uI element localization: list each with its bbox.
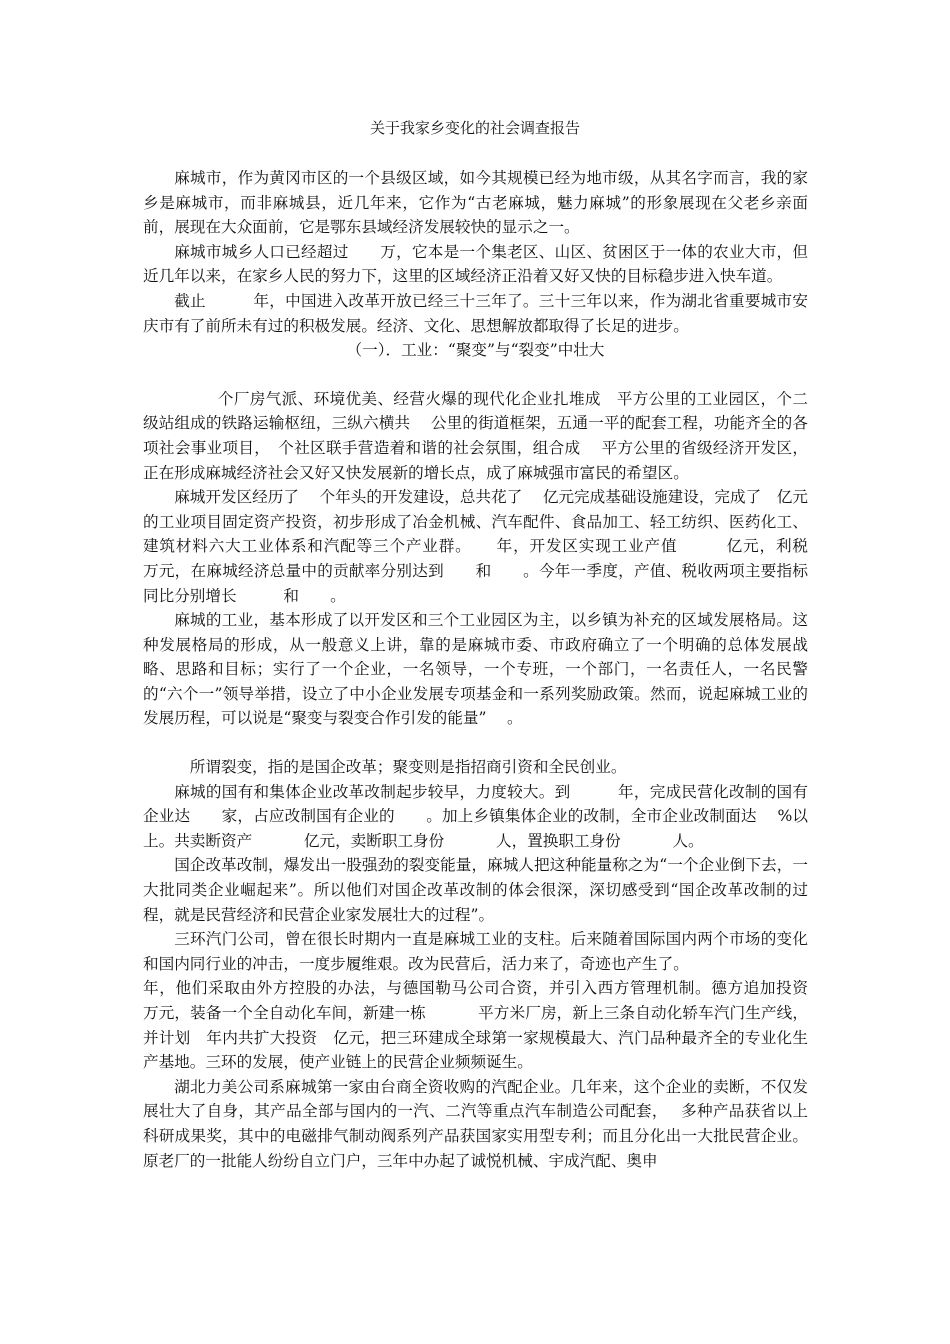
paragraph: 麻城的国有和集体企业改革改制起步较早，力度较大。到 年，完成民营化改制的国有企业达 家，占应改制国有企业的 。加上乡镇集体企业的改制，全市企业改制面达 %以上。共卖断资产 亿元，卖断职工身份 人，置换职工身份 人。 <box>143 782 808 850</box>
paragraph: 所谓裂变，指的是国企改革；聚变则是指招商引资和全民创业。 <box>189 758 627 777</box>
paragraph: 国企改革改制，爆发出一股强劲的裂变能量，麻城人把这种能量称之为“一个企业倒下去，一大批同类企业崛起来”。所以他们对国企改革改制的体会很深，深切感受到“国企改革改制的过程，就是民营经济和民营企业家发展壮大的过程”。 <box>143 856 808 924</box>
paragraph: 湖北力美公司系麻城第一家由台商全资收购的汽配企业。几年来，这个企业的卖断，不仅发展壮大了自身，其产品全部与国内的一汽、二汽等重点汽车制造公司配套， 多种产品获省以上科研成果奖，其中的电磁排气制动阀系列产品获国家实用型专利；而且分化出一大批民营企业。原老厂的一批能人纷纷自立门户，三年中办起了诚悦机械、宇成汽配、奥申 <box>143 1077 808 1170</box>
paragraph: 截止 年，中国进入改革开放已经三十三年了。三十三年以来，作为湖北省重要城市安庆市有了前所未有过的积极发展。经济、文化、思想解放都取得了长足的进步。 <box>143 291 808 335</box>
document-body <box>143 166 855 1173</box>
paragraph: 麻城开发区经历了 个年头的开发建设，总共花了 亿元完成基础设施建设，完成了 亿元的工业项目固定资产投资，初步形成了冶金机械、汽车配件、食品加工、轻工纺织、医药化工、建筑材料六大工业体系和汽配等三个产业群。 年，开发区实现工业产值 亿元，利税 万元，在麻城经济总量中的贡献率分别达到 和 。今年一季度，产值、税收两项主要指标同比分别增长 和 。 <box>143 488 855 605</box>
document-title: 关于我家乡变化的社会调查报告 <box>369 119 580 137</box>
section-heading: （一）．工业：“聚变”与“裂变”中壮大 <box>346 341 605 360</box>
paragraph: 三环汽门公司，曾在很长时期内一直是麻城工业的支柱。后来随着国际国内两个市场的变化和国内同行业的冲击，一度步履维艰。改为民营后，活力来了，奇迹也产生了。 <box>143 930 808 973</box>
paragraph: 年，他们采取由外方控股的办法，与德国勒马公司合资，并引入西方管理机制。德方追加投资 万元，装备一个全自动化车间，新建一栋 平方米厂房，新上三条自动化轿车汽门生产线，并计划 年内共扩大投资 亿元，把三环建成全球第一家规模最大、汽门品种最齐全的专业化生产基地。三环的发展，使产业链上的民营企业频频诞生。 <box>143 979 845 1072</box>
paragraph: 个厂房气派、环境优美、经营火爆的现代化企业扎堆成 平方公里的工业园区，个二级站组成的铁路运输枢纽，三纵六横共 公里的街道框架，五通一平的配套工程，功能齐全的各项社会事业项目， 个社区联手营造着和谐的社会氛围，组合成 平方公里的省级经济开发区，正在形成麻城经济社会又好又快发展新的增长点，成了麻城强市富民的希望区。 <box>143 389 808 482</box>
paragraph: 麻城的工业，基本形成了以开发区和三个工业园区为主，以乡镇为补充的区域发展格局。这种发展格局的形成，从一般意义上讲，靠的是麻城市委、市政府确立了一个明确的总体发展战略、思路和目标；实行了一个企业，一名领导，一个专班，一个部门，一名责任人，一名民警的“六个一”领导举措，设立了中小企业发展专项基金和一系列奖励政策。然而，说起麻城工业的发展历程，可以说是“聚变与裂变合作引发的能量” 。 <box>143 611 808 728</box>
paragraph: 麻城市，作为黄冈市区的一个县级区域，如今其规模已经为地市级，从其名字而言，我的家乡是麻城市，而非麻城县，近几年来，它作为“古老麻城，魅力麻城”的形象展现在父老乡亲面前，展现在大众面前，它是鄂东县域经济发展较快的显示之一。 <box>143 169 808 237</box>
paragraph: 麻城市城乡人口已经超过 万，它本是一个集老区、山区、贫困区于一体的农业大市，但近几年以来，在家乡人民的努力下，这里的区域经济正沿着又好又快的目标稳步进入快车道。 <box>143 242 808 286</box>
